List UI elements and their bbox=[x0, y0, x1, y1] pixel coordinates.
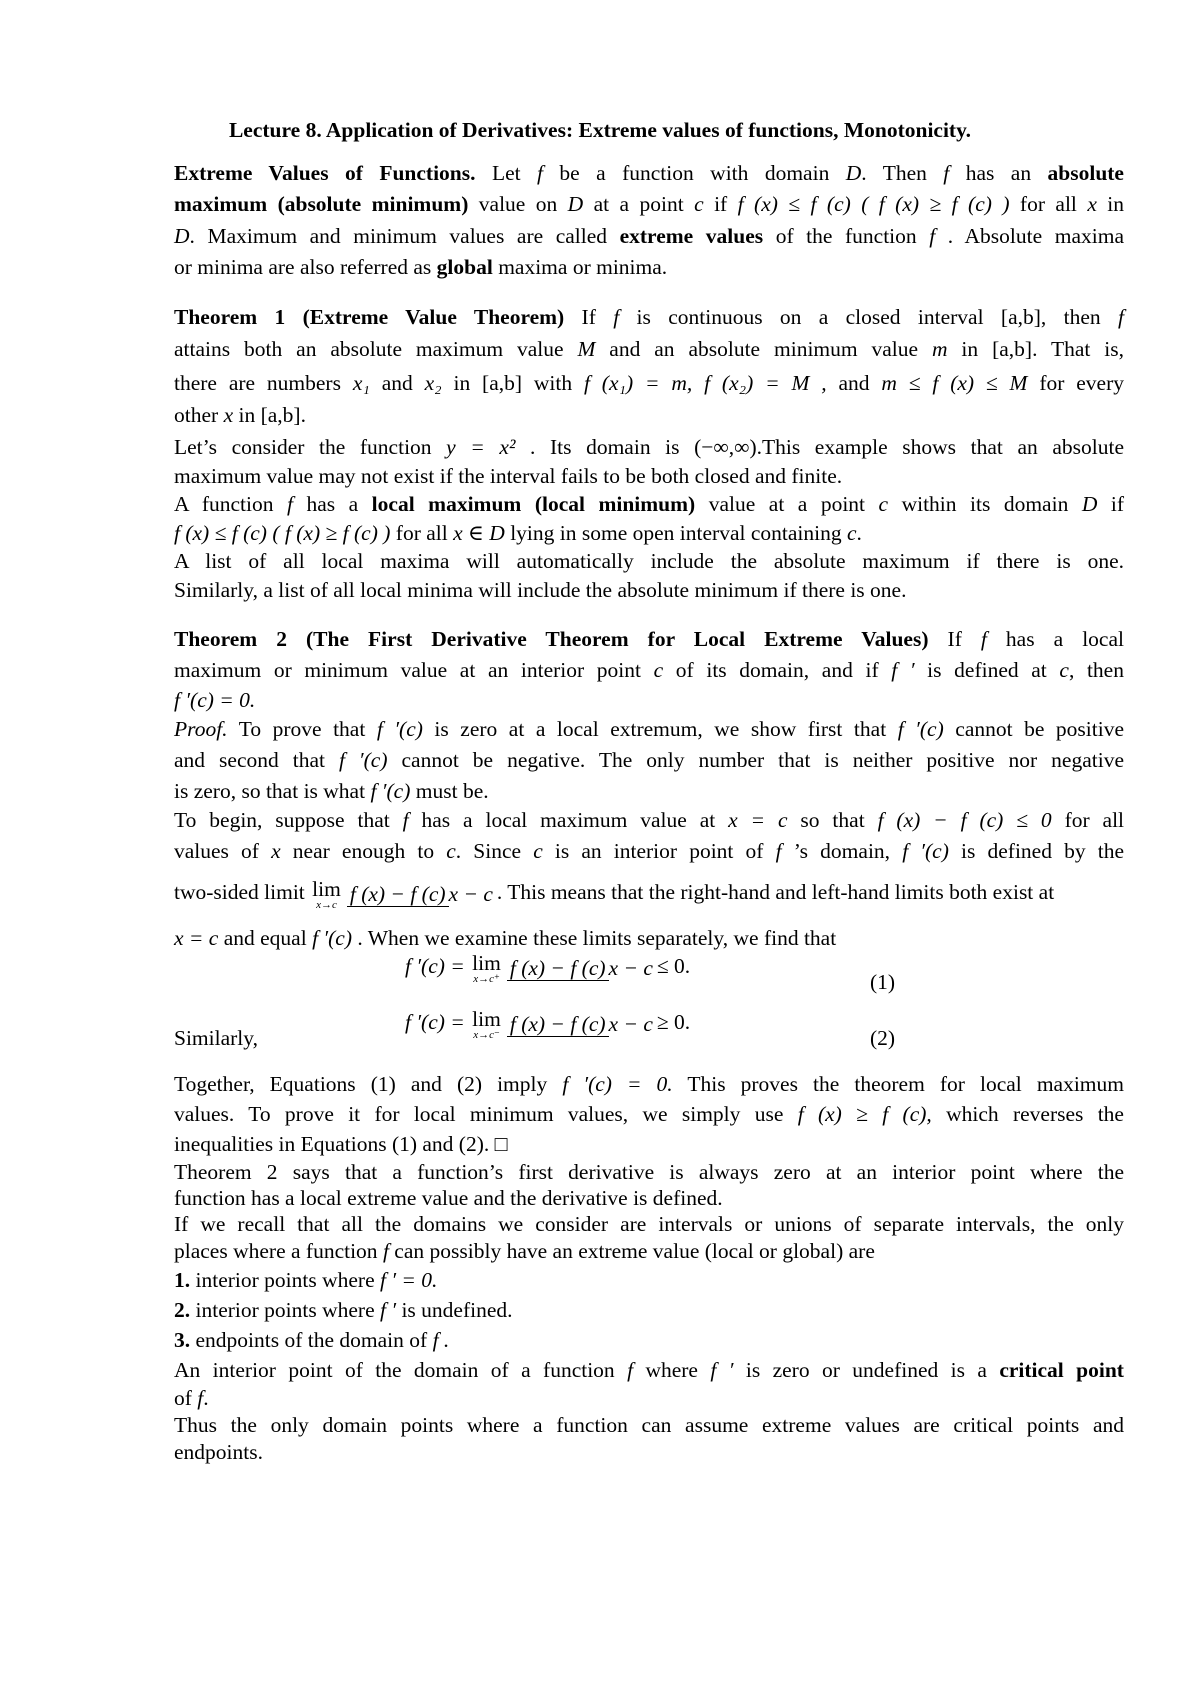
fraction: f (x) − f (c) x − c bbox=[507, 1012, 653, 1037]
text-line: An interior point of the domain of a function f where f ′ is zero or undefined is a critical point bbox=[174, 1358, 1124, 1382]
text-line: endpoints. bbox=[174, 1440, 263, 1464]
text-line: D. Maximum and minimum values are called extreme values of the function f . Absolute maxima bbox=[174, 224, 1124, 248]
text-line: maximum or minimum value at an interior point c of its domain, and if f ′ is defined at c, then bbox=[174, 658, 1124, 682]
limit-operator: lim x→c⁺ bbox=[472, 951, 501, 985]
equation-body: f ′(c) = lim x→c⁺ f (x) − f (c) x − c ≤ 0. bbox=[405, 951, 691, 985]
text-line: maximum (absolute minimum) value on D at a point c if f (x) ≤ f (c) ( f (x) ≥ f (c) ) for all x in bbox=[174, 192, 1124, 216]
equation-label: Similarly, bbox=[174, 1026, 259, 1050]
text-line: A list of all local maxima will automatically include the absolute maximum if there is one. bbox=[174, 549, 1124, 573]
equation-1 bbox=[0, 952, 1200, 1012]
equation-body: f ′(c) = lim x→c⁻ f (x) − f (c) x − c ≥ 0. bbox=[405, 1007, 691, 1041]
text-line: inequalities in Equations (1) and (2). □ bbox=[174, 1132, 508, 1156]
text-line: values. To prove it for local minimum values, we simply use f (x) ≥ f (c), which reverses the bbox=[174, 1102, 1124, 1126]
text-line: Theorem 2 says that a function’s first derivative is always zero at an interior point where the bbox=[174, 1160, 1124, 1184]
text-line: function has a local extreme value and the derivative is defined. bbox=[174, 1186, 723, 1210]
text-line: A function f has a local maximum (local minimum) value at a point c within its domain D if bbox=[174, 492, 1124, 516]
text-line: and second that f ′(c) cannot be negative. The only number that is neither positive nor negative bbox=[174, 748, 1124, 772]
text-line: If we recall that all the domains we consider are intervals or unions of separate intervals, the only bbox=[174, 1212, 1124, 1236]
text-line: Proof. To prove that f ′(c) is zero at a local extremum, we show first that f ′(c) cannot be positive bbox=[174, 717, 1124, 741]
fraction: f (x) − f (c) x − c bbox=[507, 956, 653, 981]
list-item: 1. interior points where f ′ = 0. bbox=[174, 1268, 438, 1292]
text-line: or minima are also referred as global maxima or minima. bbox=[174, 255, 668, 279]
list-item: 3. endpoints of the domain of f . bbox=[174, 1328, 450, 1352]
text-line: attains both an absolute maximum value M and an absolute minimum value m in [a,b]. That is, bbox=[174, 337, 1124, 361]
text-line: two-sided limit lim x→c f (x) − f (c) x − c . This means that the right-hand and left-hand limits both exist at bbox=[174, 862, 1124, 922]
limit-operator: lim x→c⁻ bbox=[472, 1007, 501, 1041]
text-line: is zero, so that is what f ′(c) must be. bbox=[174, 779, 489, 803]
text-line: f (x) ≤ f (c) ( f (x) ≥ f (c) ) for all x ∈ D lying in some open interval containing c. bbox=[174, 521, 862, 545]
equation-2 bbox=[0, 1008, 1200, 1068]
lecture-title: Lecture 8. Application of Derivatives: Extreme values of functions, Monotonicity. bbox=[228, 118, 972, 142]
text-line: Let’s consider the function y = x² . Its domain is (−∞,∞).This example shows that an absolute bbox=[174, 435, 1124, 459]
text-line: Similarly, a list of all local minima will include the absolute minimum if there is one. bbox=[174, 578, 907, 602]
text-line: x = c and equal f ′(c) . When we examine these limits separately, we find that bbox=[174, 926, 837, 950]
text-line: Theorem 1 (Extreme Value Theorem) If f is continuous on a closed interval [a,b], then f bbox=[174, 305, 1124, 329]
limit-operator: lim x→c bbox=[312, 877, 341, 912]
text-line: of f. bbox=[174, 1386, 209, 1410]
text-line: Thus the only domain points where a function can assume extreme values are critical points and bbox=[174, 1413, 1124, 1437]
text-line: other x in [a,b]. bbox=[174, 403, 306, 427]
text-line: Extreme Values of Functions. Let f be a function with domain D. Then f has an absolute bbox=[174, 161, 1124, 185]
text-line: Theorem 2 (The First Derivative Theorem for Local Extreme Values) If f has a local bbox=[174, 627, 1124, 651]
fraction: f (x) − f (c) x − c bbox=[347, 864, 493, 924]
text-line: places where a function f can possibly have an extreme value (local or global) are bbox=[174, 1239, 875, 1263]
text-line: f ′(c) = 0. bbox=[174, 688, 256, 712]
list-item: 2. interior points where f ′ is undefined. bbox=[174, 1298, 513, 1322]
equation-number: (1) bbox=[870, 970, 896, 994]
text-line: maximum value may not exist if the interval fails to be both closed and finite. bbox=[174, 464, 843, 488]
text-line: there are numbers x₁ and x₂ in [a,b] with f (x₁) = m, f (x₂) = M , and m ≤ f (x) ≤ M for every bbox=[174, 371, 1124, 395]
text-line: To begin, suppose that f has a local maximum value at x = c so that f (x) − f (c) ≤ 0 for all bbox=[174, 808, 1125, 832]
text-line: Together, Equations (1) and (2) imply f ′(c) = 0. This proves the theorem for local maximum bbox=[174, 1072, 1125, 1096]
equation-number: (2) bbox=[870, 1026, 896, 1050]
text-line: values of x near enough to c. Since c is an interior point of f ’s domain, f ′(c) is defined by the bbox=[174, 839, 1124, 863]
